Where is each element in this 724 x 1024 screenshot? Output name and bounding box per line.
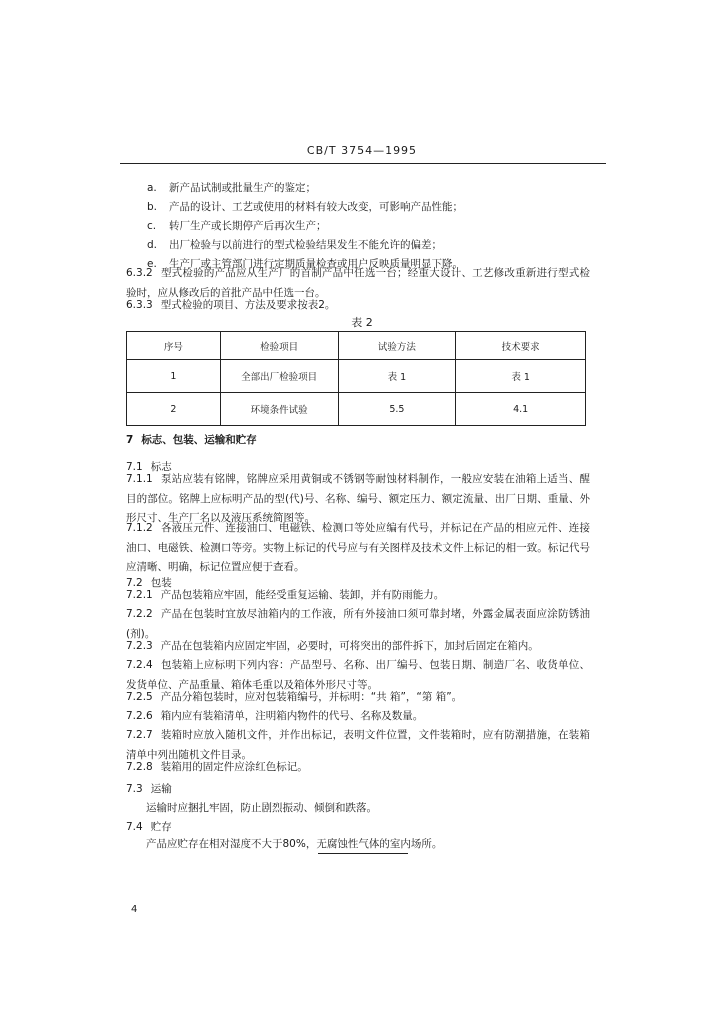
end-rule [318,853,408,854]
table-header-row [127,332,586,360]
table-caption: 表 2 [351,316,373,329]
col-header: 技术要求 [456,332,586,360]
clause-7-1-1: 7.1.1 泵站应装有铭牌，铭牌应采用黄铜或不锈钢等耐蚀材料制作，一般应安装在油箱上适当、醒目的部位。铭牌上应标明产品的型(代)号、名称、编号、额定压力、额定流量、出厂日期、重量、外形尺寸、生产厂名以及液压系统简图等。 [126,473,590,524]
clause-7-1-2: 7.1.2 各液压元件、连接油口、电磁铁、检测口等处应编有代号，并标记在产品的相应元件、连接油口、电磁铁、检测口等旁。实物上标记的代号应与有关图样及技术文件上标记的相一致。标记代号应清晰、明确，标记位置应便于查看。 [126,522,590,573]
section-7-4-heading: 7.4 贮存 [126,821,172,833]
table-cell: 表 1 [456,360,586,393]
clause-6-3-2: 6.3.2 型式检验的产品应从生产厂的首制产品中任选一台；经重大设计、工艺修改重新进行型式检验时，应从修改后的首批产品中任选一台。 [126,267,590,299]
table-cell: 环境条件试验 [220,393,338,426]
table-cell: 全部出厂检验项目 [220,360,338,393]
list-item: c. 转厂生产或长期停产后再次生产； [147,220,327,232]
section-7-3-heading: 7.3 运输 [126,783,172,795]
table-cell: 表 1 [338,360,456,393]
clause-6-3-3: 6.3.3 型式检验的项目、方法及要求按表2。 [126,299,336,311]
header-rule [120,163,606,164]
col-header: 序号 [127,332,221,360]
clause-7-2-4: 7.2.4 包装箱上应标明下列内容：产品型号、名称、出厂编号、包装日期、制造厂名、收货单位、发货单位、产品重量、箱体毛重以及箱体外形尺寸等。 [126,659,590,691]
section-7-heading: 7 标志、包装、运输和贮存 [126,434,257,446]
inspection-table [126,331,586,426]
table-cell: 1 [127,360,221,393]
clause-7-2-6: 7.2.6 箱内应有装箱清单，注明箱内物件的代号、名称及数量。 [126,710,424,722]
list-item: b. 产品的设计、工艺或使用的材料有较大改变，可影响产品性能； [147,201,463,213]
clause-7-4-text: 产品应贮存在相对湿度不大于80%，无腐蚀性气体的室内场所。 [146,838,443,850]
col-header: 试验方法 [338,332,456,360]
clause-7-3-text: 运输时应捆扎牢固，防止剧烈振动、倾倒和跌落。 [146,802,377,814]
clause-7-2-8: 7.2.8 装箱用的固定件应涂红色标记。 [126,761,308,773]
section-7-1-heading: 7.1 标志 [126,461,172,473]
section-7-2-heading: 7.2 包装 [126,577,172,589]
list-item: e. 生产厂或主管部门进行定期质量检查或用户反映质量明显下降。 [147,258,463,270]
table-row [127,360,586,393]
clause-7-2-5: 7.2.5 产品分箱包装时，应对包装箱编号，并标明：“共 箱”，“第 箱”。 [126,691,463,703]
clause-7-2-3: 7.2.3 产品在包装箱内应固定牢固，必要时，可将突出的部件拆下，加封后固定在箱内。 [126,640,539,652]
table-cell: 2 [127,393,221,426]
list-item: d. 出厂检验与以前进行的型式检验结果发生不能允许的偏差； [147,239,442,251]
standard-code-header: CB/T 3754—1995 [306,144,418,157]
clause-7-2-1: 7.2.1 产品包装箱应牢固，能经受重复运输、装卸，并有防雨能力。 [126,589,445,601]
table-row [127,393,586,426]
clause-7-2-2: 7.2.2 产品在包装时宜放尽油箱内的工作液，所有外接油口须可靠封堵，外露金属表面应涂防锈油(剂)。 [126,608,590,640]
clause-7-2-7: 7.2.7 装箱时应放入随机文件，并作出标记，表明文件位置，文件装箱时，应有防潮措施，在装箱清单中列出随机文件目录。 [126,729,590,761]
col-header: 检验项目 [220,332,338,360]
table-cell: 5.5 [338,393,456,426]
list-item: a. 新产品试制或批量生产的鉴定； [147,182,316,194]
table-cell: 4.1 [456,393,586,426]
page-number: 4 [131,904,138,915]
